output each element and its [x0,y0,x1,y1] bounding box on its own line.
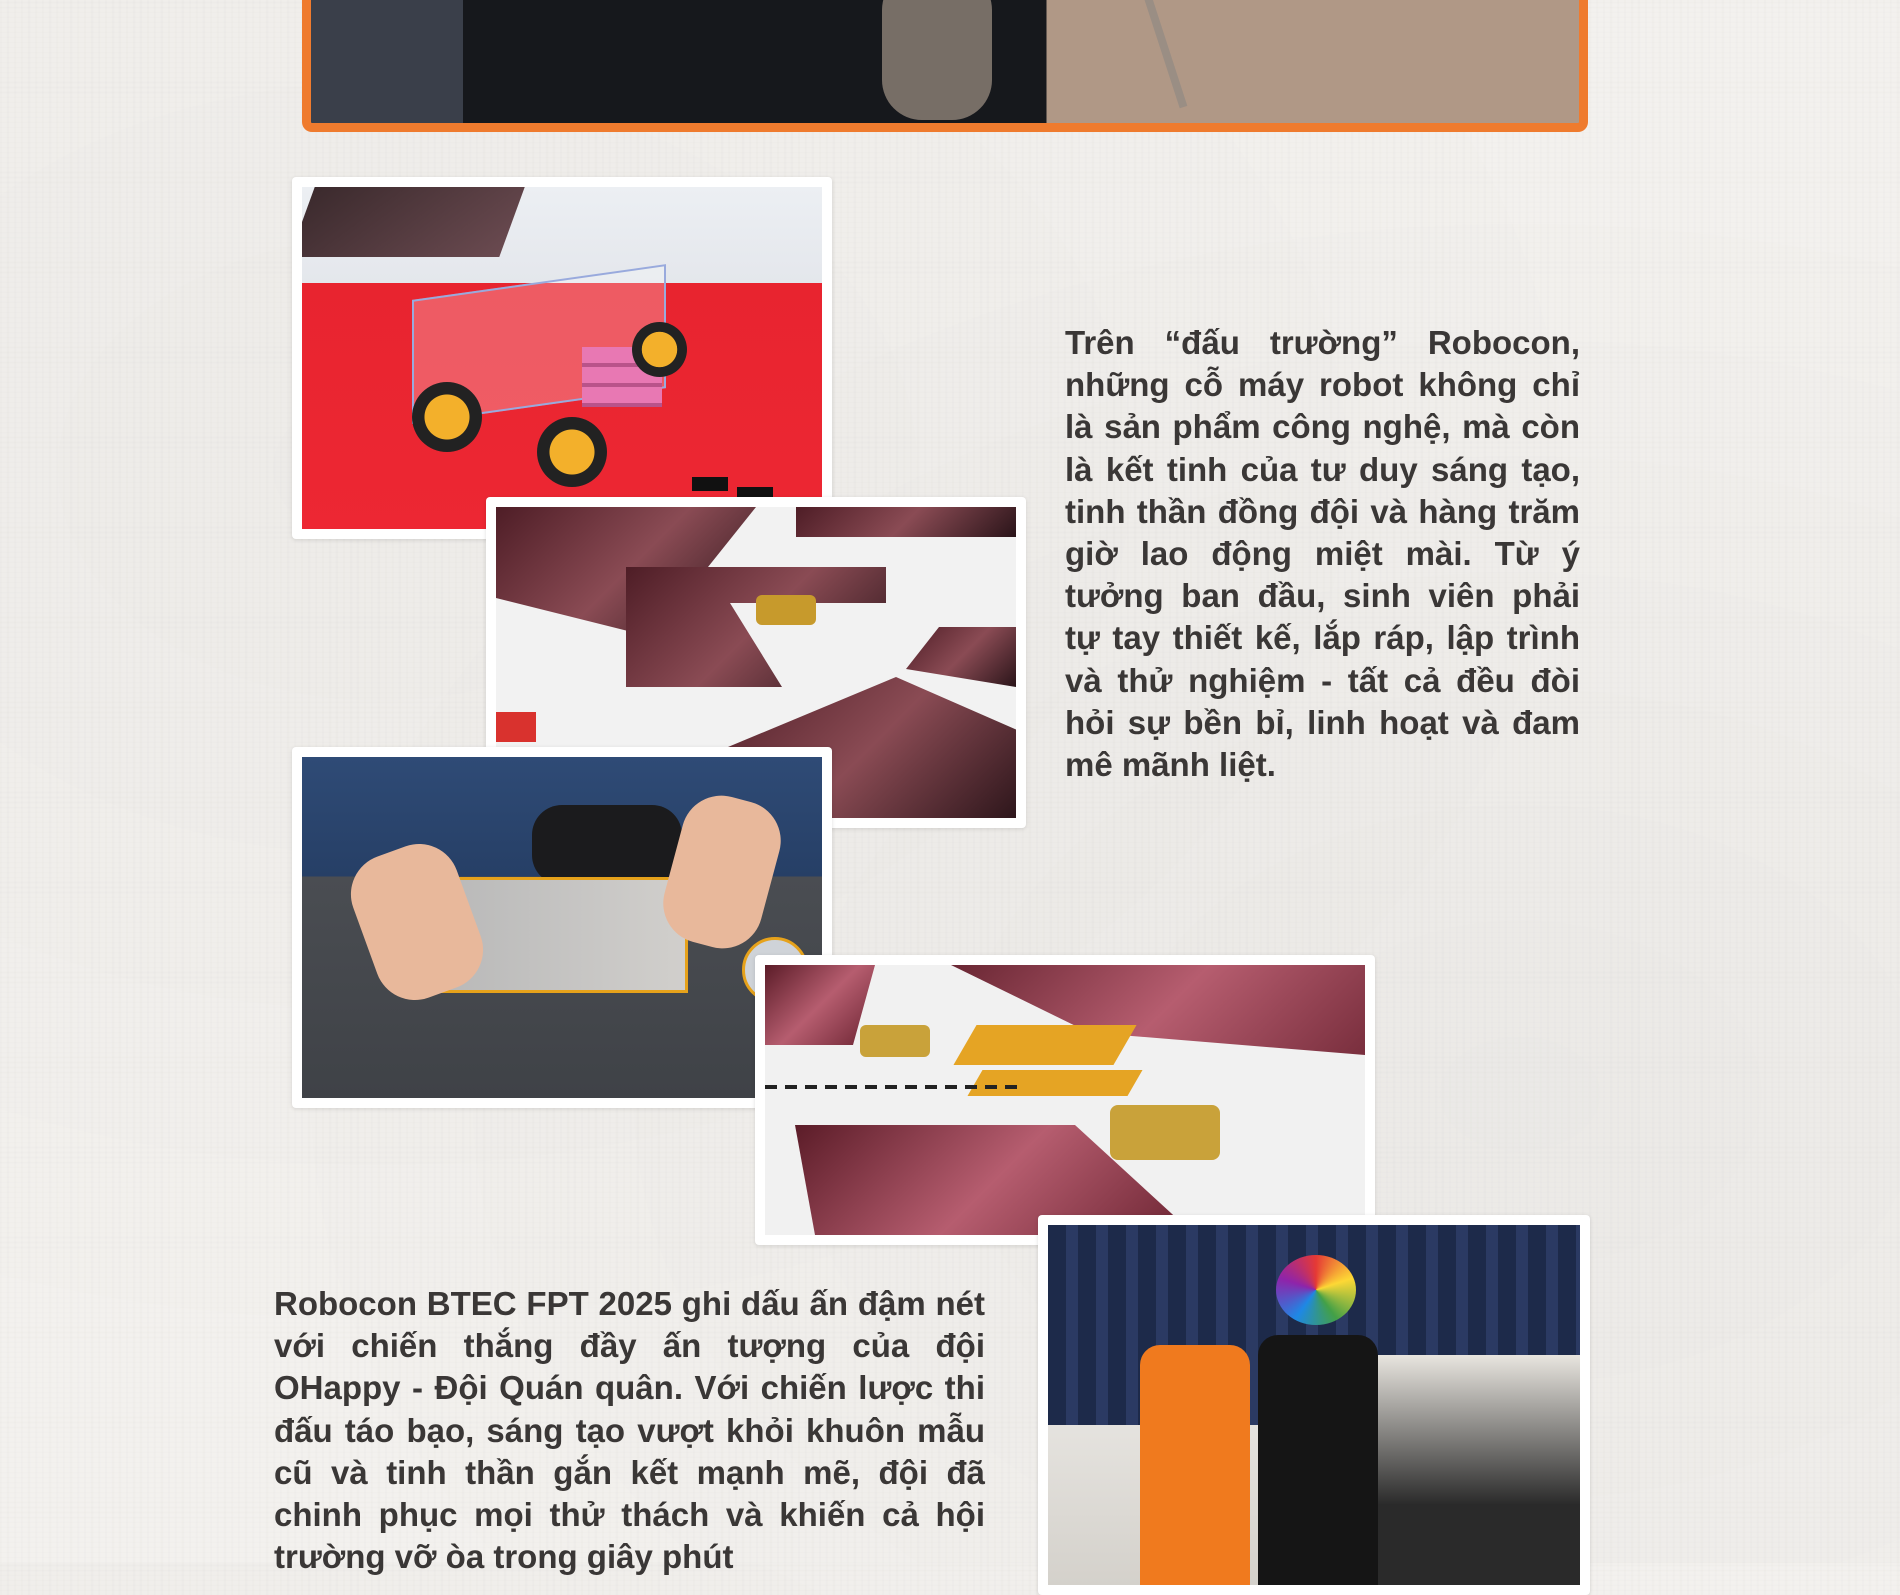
track-dark-panel [906,627,1016,687]
photo-event-participants [1038,1215,1590,1595]
track-tape-mark [692,477,728,491]
photo-hands-with-controller-image [302,757,822,1098]
robot-wheel [537,417,607,487]
photo-robots-on-track [755,955,1375,1245]
photo-robots-on-track-image [765,965,1365,1235]
hero-photo-subject [882,0,992,120]
right-hand [654,787,789,958]
photo-robot-on-red-mat [292,177,832,539]
track-orange-zone [967,1070,1142,1096]
small-robot [1110,1105,1220,1160]
photo-event-participants-image [1048,1225,1580,1585]
track-dashed-line [765,1085,1025,1089]
small-robot [860,1025,930,1057]
small-robot [756,595,816,625]
track-marker [496,712,536,742]
game-controller [532,805,682,885]
hero-photo [302,0,1588,132]
track-dark-panel [796,507,1016,537]
dark-mat-shape [302,187,525,257]
rainbow-wig [1276,1255,1356,1325]
audience-group [1378,1355,1580,1585]
track-galaxy-panel [765,965,875,1045]
photo-hands-with-controller [292,747,832,1108]
hero-photo-chair [1142,0,1187,108]
paragraph-robocon-arena: Trên “đấu trường” Robocon, những cỗ máy robot không chỉ là sản phẩm công nghệ, mà còn là kết tinh của tư duy sáng tạo, tinh thần đồng đội và hàng trăm giờ lao động miệt mài. Từ ý tưởng ban đầu, sinh viên phải tự tay thiết kế, lắp ráp, lập trình và thử nghiệm - tất cả đều đòi hỏi sự bền bỉ, linh hoạt và đam mê mãnh liệt. [1065,324,1580,784]
robot-wheel [412,382,482,452]
track-orange-zone [953,1025,1136,1065]
photo-robot-on-red-mat-image [302,187,822,529]
person-orange-shirt [1140,1345,1250,1585]
robot-wheel [632,322,687,377]
person-black-shirt [1258,1335,1378,1585]
paragraph-ohappy-champion: Robocon BTEC FPT 2025 ghi dấu ấn đậm nét với chiến thắng đầy ấn tượng của đội OHappy - Đội Quán quân. Với chiến lược thi đấu táo bạo, sáng tạo vượt khỏi khuôn mẫu cũ và tinh thần gắn kết mạnh mẽ, đội đã chinh phục mọi thử thách và khiến cả hội trường vỡ òa trong giây phút [274,1285,985,1576]
track-dark-panel [626,567,886,687]
